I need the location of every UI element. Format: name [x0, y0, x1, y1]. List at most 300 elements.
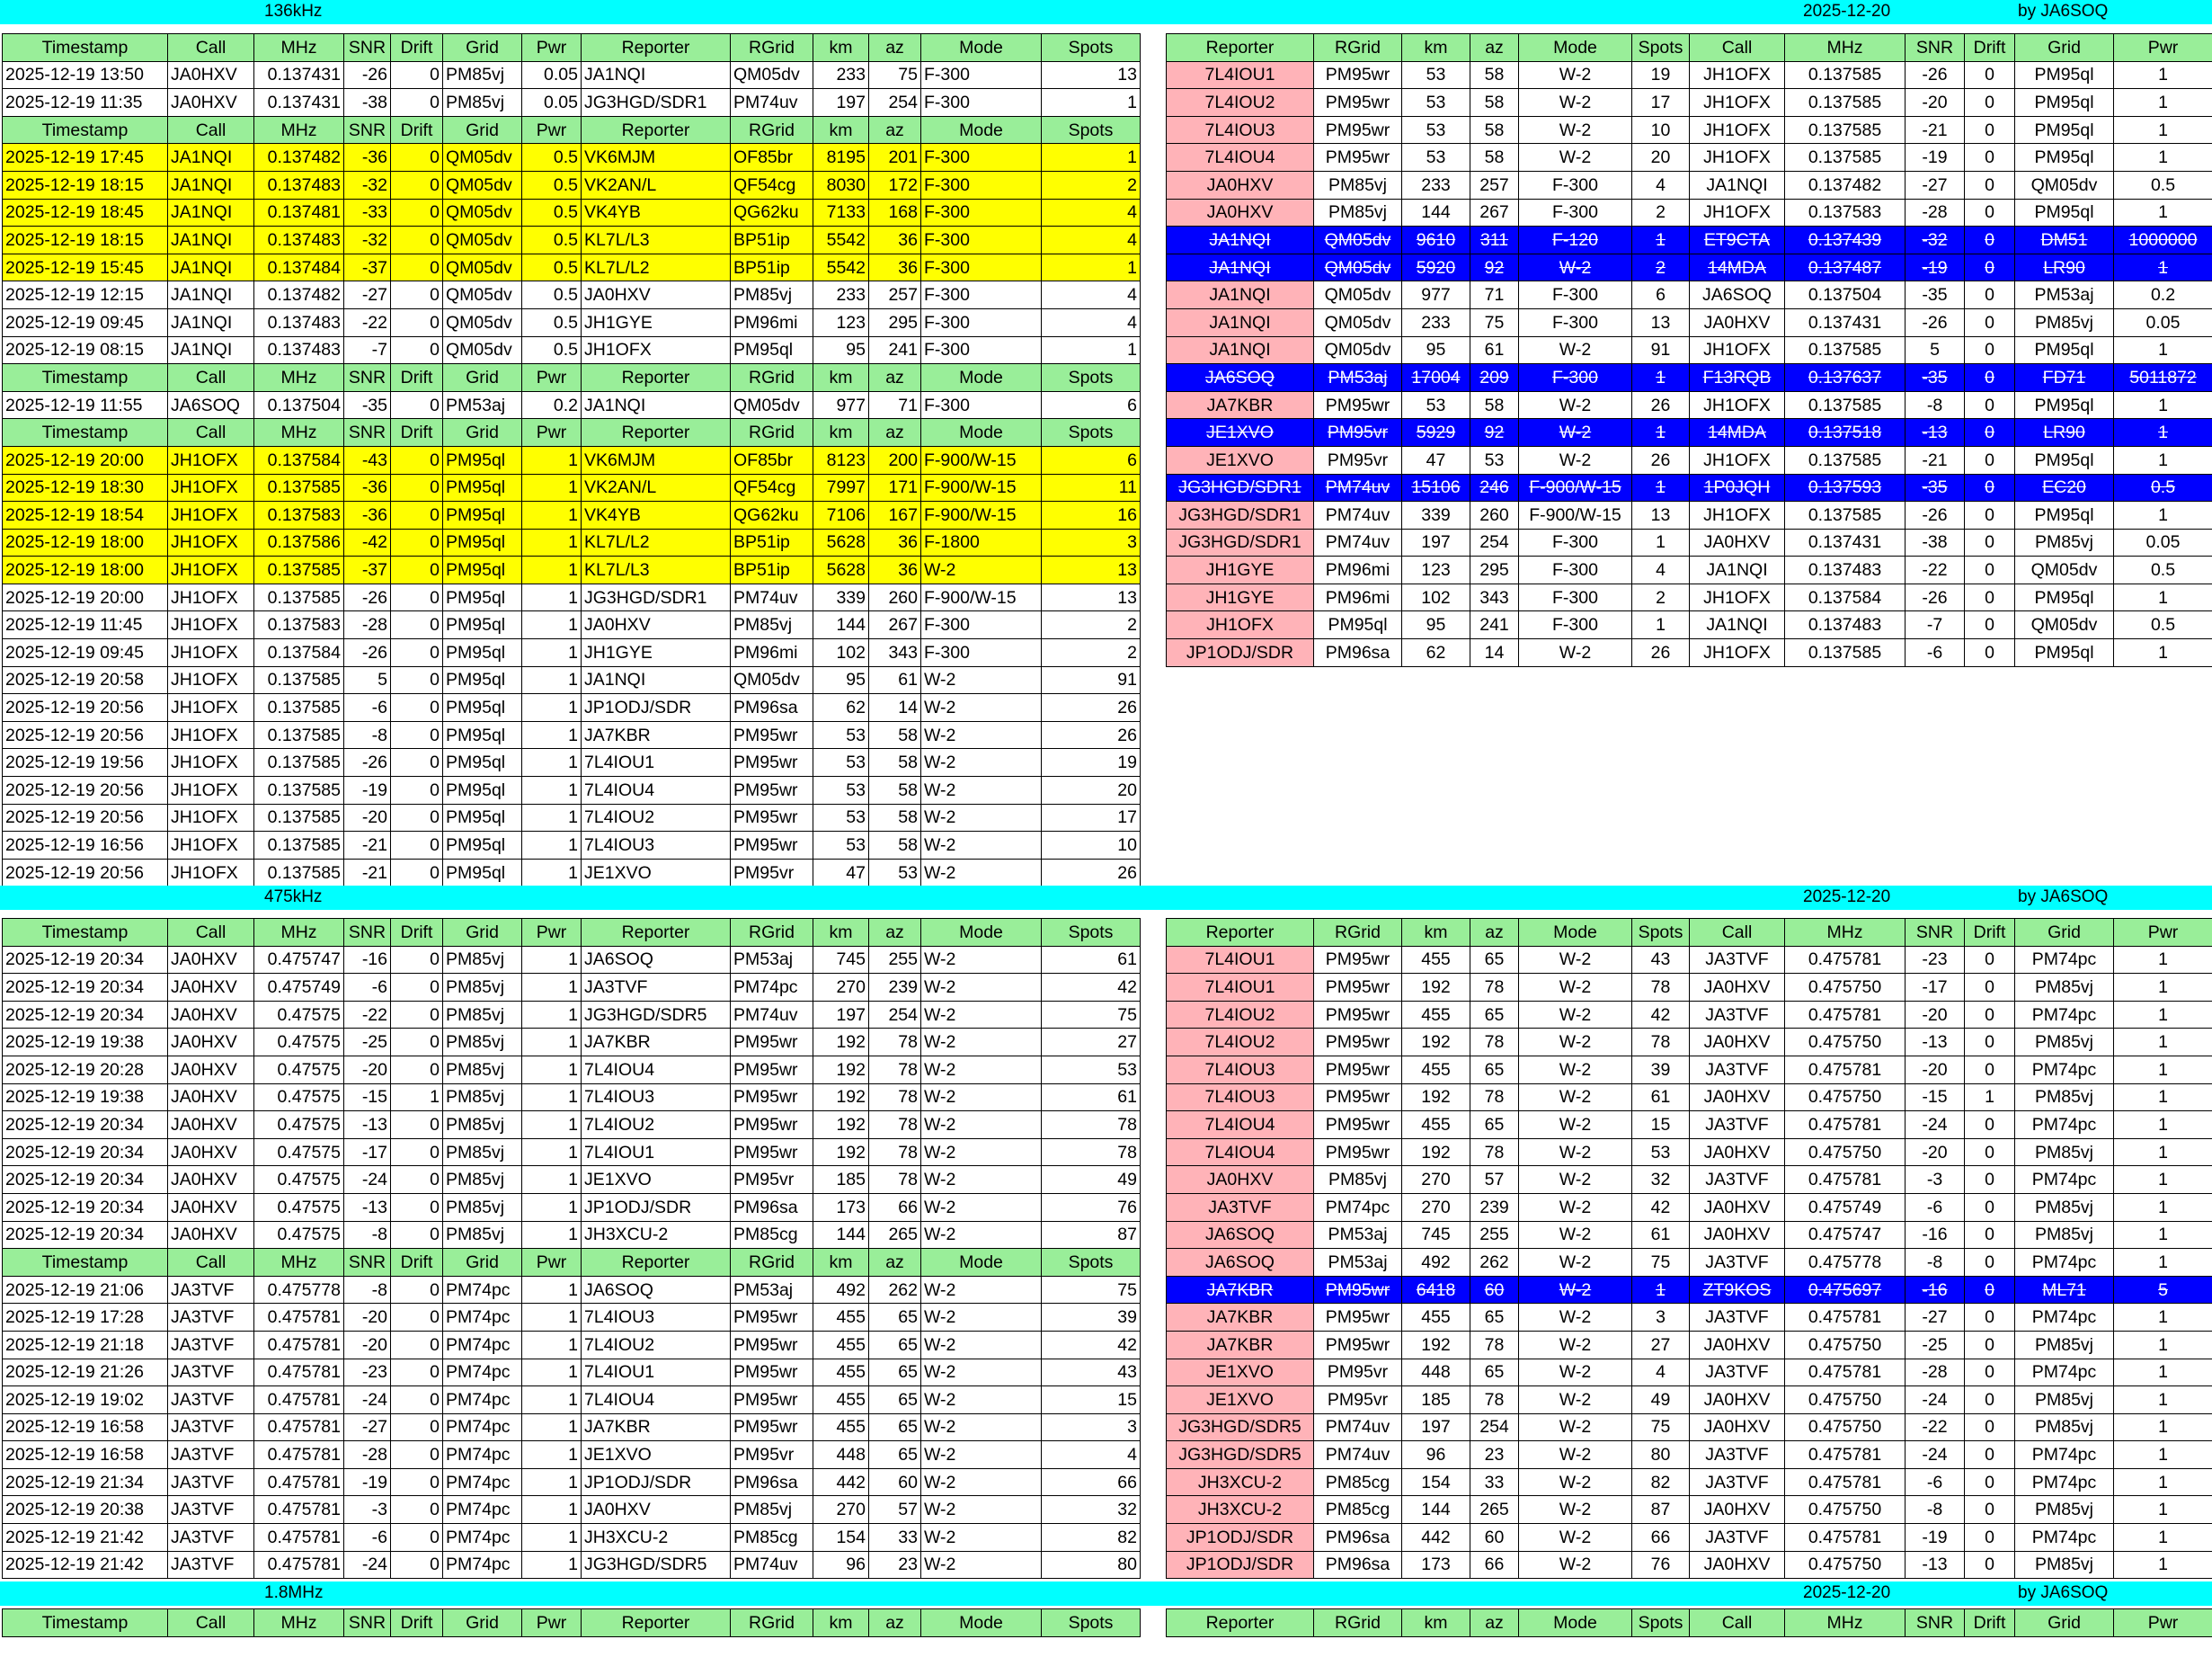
table-cell: PM85vj: [2015, 1221, 2114, 1249]
table-cell: 2025-12-19 20:34: [3, 1193, 168, 1221]
table-cell: 1: [522, 1001, 582, 1029]
table-cell: 0.137585: [1785, 144, 1906, 172]
table-cell: QM05dv: [731, 666, 813, 694]
dx-spot-row: [3, 199, 1141, 227]
table-cell: W-2: [921, 557, 1042, 584]
table-cell: -22: [344, 308, 391, 336]
table-cell: PM74pc: [2015, 1468, 2114, 1496]
table-cell: W-2: [921, 1193, 1042, 1221]
spot-row: [3, 308, 1141, 336]
table-cell: JA0HXV: [1690, 1496, 1785, 1524]
table-cell: JA0HXV: [168, 1166, 254, 1194]
table-cell: -38: [1906, 529, 1965, 557]
table-cell: 339: [813, 584, 869, 611]
spot-row: [3, 1001, 1141, 1029]
table-cell: 43: [1042, 1359, 1141, 1386]
table-cell: JA3TVF: [168, 1386, 254, 1414]
table-cell: 0.137487: [1785, 254, 1906, 281]
table-cell: W-2: [921, 694, 1042, 722]
table-cell: 65: [869, 1359, 921, 1386]
table-cell: PM95wr: [731, 1029, 813, 1056]
table-cell: JH1OFX: [168, 584, 254, 611]
table-cell: F-900/W-15: [1519, 502, 1632, 530]
table-cell: JA6SOQ: [1167, 1249, 1314, 1277]
table-cell: 977: [1402, 281, 1470, 309]
table-cell: 49: [1632, 1386, 1690, 1414]
table-cell: F-300: [1519, 529, 1632, 557]
table-cell: 267: [869, 611, 921, 639]
table-cell: 0.137585: [1785, 446, 1906, 474]
table-cell: 1: [522, 1386, 582, 1414]
column-header: Call: [168, 919, 254, 947]
table-cell: 7L4IOU3: [582, 1083, 731, 1111]
table-cell: 0.137504: [1785, 281, 1906, 309]
table-cell: 0: [391, 974, 443, 1002]
table-cell: W-2: [1519, 1029, 1632, 1056]
table-cell: 1: [522, 1029, 582, 1056]
table-cell: JG3HGD/SDR5: [582, 1551, 731, 1579]
table-cell: JH1OFX: [1690, 61, 1785, 89]
table-cell: W-2: [921, 1331, 1042, 1359]
table-cell: F-900/W-15: [921, 446, 1042, 474]
table-cell: 65: [1470, 1056, 1519, 1083]
table-cell: 1: [2114, 1083, 2212, 1111]
table-cell: F-300: [1519, 308, 1632, 336]
table-cell: -27: [1906, 171, 1965, 199]
table-cell: -32: [1906, 227, 1965, 254]
table-cell: 0: [1965, 1138, 2015, 1166]
tx-table-1-8mhz: [2, 1608, 1141, 1637]
table-cell: PM74pc: [2015, 1524, 2114, 1552]
table-cell: W-2: [921, 749, 1042, 777]
table-cell: -23: [1906, 946, 1965, 974]
table-cell: F-300: [921, 227, 1042, 254]
table-cell: 2025-12-19 17:28: [3, 1304, 168, 1332]
table-cell: -19: [1906, 1524, 1965, 1552]
table-cell: 171: [869, 474, 921, 502]
table-cell: W-2: [1519, 1386, 1632, 1414]
table-cell: F-300: [921, 639, 1042, 667]
table-cell: 65: [869, 1386, 921, 1414]
table-cell: -15: [344, 1083, 391, 1111]
band-bar-136khz: [0, 0, 2212, 24]
table-cell: JP1ODJ/SDR: [582, 694, 731, 722]
table-cell: W-2: [1519, 1496, 1632, 1524]
table-cell: 0.137585: [1785, 116, 1906, 144]
table-cell: JA6SOQ: [582, 1276, 731, 1304]
table-cell: JA6SOQ: [1690, 281, 1785, 309]
table-cell: 4: [1042, 199, 1141, 227]
table-cell: PM74pc: [443, 1276, 522, 1304]
table-cell: 0: [391, 557, 443, 584]
table-cell: JA0HXV: [168, 946, 254, 974]
table-cell: 58: [869, 721, 921, 749]
table-cell: JG3HGD/SDR1: [582, 584, 731, 611]
table-cell: F-900/W-15: [921, 584, 1042, 611]
header-row: [1167, 919, 2212, 947]
table-cell: 4: [1632, 557, 1690, 584]
table-cell: PM74pc: [443, 1304, 522, 1332]
spot-row: [3, 1221, 1141, 1249]
table-cell: 0.137585: [1785, 639, 1906, 667]
column-header: Mode: [1519, 34, 1632, 62]
table-cell: 87: [1632, 1496, 1690, 1524]
column-header: SNR: [344, 919, 391, 947]
report-date: 2025-12-20: [1803, 2, 1891, 21]
table-cell: 1: [1632, 419, 1690, 447]
table-cell: 1: [2114, 946, 2212, 974]
table-cell: W-2: [1519, 1193, 1632, 1221]
table-cell: -8: [1906, 1249, 1965, 1277]
tx-table-475khz: [2, 918, 1141, 1579]
table-cell: PM74pc: [443, 1413, 522, 1441]
table-cell: PM95ql: [2015, 61, 2114, 89]
table-cell: 5628: [813, 557, 869, 584]
table-cell: PM96mi: [731, 639, 813, 667]
table-cell: PM85vj: [443, 1221, 522, 1249]
table-cell: 0: [1965, 419, 2015, 447]
table-cell: W-2: [1519, 1468, 1632, 1496]
table-cell: -13: [344, 1193, 391, 1221]
table-cell: 7L4IOU4: [582, 777, 731, 805]
table-cell: 144: [1402, 1496, 1470, 1524]
table-cell: 58: [869, 804, 921, 832]
spot-row: [3, 584, 1141, 611]
table-cell: 0.05: [2114, 308, 2212, 336]
table-cell: PM53aj: [1314, 1249, 1402, 1277]
table-cell: 1: [522, 1524, 582, 1552]
table-cell: W-2: [921, 1029, 1042, 1056]
spot-row: [3, 721, 1141, 749]
table-cell: PM85vj: [2015, 1083, 2114, 1111]
table-cell: -20: [1906, 1001, 1965, 1029]
table-cell: QG62ku: [731, 199, 813, 227]
table-cell: 15: [1042, 1386, 1141, 1414]
table-cell: JA6SOQ: [1167, 364, 1314, 392]
table-cell: VK4YB: [582, 199, 731, 227]
table-cell: 1: [2114, 974, 2212, 1002]
table-cell: 0.475781: [254, 1413, 344, 1441]
table-cell: 7L4IOU2: [1167, 89, 1314, 117]
table-cell: 0.47575: [254, 1001, 344, 1029]
table-cell: -3: [344, 1496, 391, 1524]
table-cell: W-2: [921, 1276, 1042, 1304]
table-cell: 0.137584: [1785, 584, 1906, 611]
table-cell: -26: [1906, 584, 1965, 611]
table-cell: JH1OFX: [168, 611, 254, 639]
table-cell: W-2: [921, 1111, 1042, 1139]
table-cell: 1: [522, 1166, 582, 1194]
table-cell: 2025-12-19 18:45: [3, 199, 168, 227]
table-cell: PM74pc: [443, 1468, 522, 1496]
column-header: MHz: [1785, 919, 1906, 947]
table-cell: PM85vj: [1314, 1166, 1402, 1194]
report-date: 2025-12-20: [1803, 887, 1891, 906]
table-cell: 61: [1042, 1083, 1141, 1111]
table-cell: 0: [391, 666, 443, 694]
table-cell: F-300: [1519, 281, 1632, 309]
spot-row: [3, 1551, 1141, 1579]
column-header: Drift: [391, 1609, 443, 1637]
table-cell: 0: [1965, 1001, 2015, 1029]
table-cell: 2025-12-19 18:15: [3, 227, 168, 254]
table-cell: 0: [391, 199, 443, 227]
table-cell: 4: [1042, 1441, 1141, 1469]
table-cell: 1: [522, 832, 582, 860]
table-cell: -21: [1906, 446, 1965, 474]
table-cell: PM95wr: [1314, 946, 1402, 974]
table-cell: 442: [1402, 1524, 1470, 1552]
table-cell: 2025-12-19 21:18: [3, 1331, 168, 1359]
table-cell: 260: [1470, 502, 1519, 530]
table-cell: 78: [1470, 1083, 1519, 1111]
column-header: SNR: [1906, 1609, 1965, 1637]
spot-row: [1167, 1138, 2212, 1166]
table-cell: -21: [1906, 116, 1965, 144]
table-cell: 36: [869, 254, 921, 281]
table-cell: -35: [1906, 281, 1965, 309]
table-cell: 75: [1470, 308, 1519, 336]
table-cell: 0: [1965, 1524, 2015, 1552]
table-cell: 7L4IOU1: [1167, 61, 1314, 89]
spot-row: [3, 777, 1141, 805]
table-cell: 0.137584: [254, 639, 344, 667]
table-cell: 1: [2114, 419, 2212, 447]
table-cell: 192: [813, 1056, 869, 1083]
table-cell: 78: [869, 1166, 921, 1194]
table-cell: 61: [869, 666, 921, 694]
column-header: Reporter: [1167, 919, 1314, 947]
table-cell: 1: [522, 859, 582, 887]
table-cell: 1: [2114, 144, 2212, 172]
table-cell: PM95wr: [1314, 144, 1402, 172]
table-cell: 0: [391, 1111, 443, 1139]
table-cell: -13: [1906, 419, 1965, 447]
table-cell: 26: [1042, 859, 1141, 887]
spot-row: [3, 1441, 1141, 1469]
table-cell: -7: [344, 336, 391, 364]
table-cell: JP1ODJ/SDR: [1167, 1551, 1314, 1579]
table-cell: W-2: [1519, 974, 1632, 1002]
table-cell: 200: [869, 446, 921, 474]
table-cell: 0.137483: [1785, 611, 1906, 639]
table-cell: PM95ql: [443, 502, 522, 530]
table-cell: 270: [813, 974, 869, 1002]
column-header: Pwr: [522, 364, 582, 392]
table-cell: JH1OFX: [1690, 89, 1785, 117]
table-cell: 87: [1042, 1221, 1141, 1249]
invalid-spot-row: [1167, 474, 2212, 502]
table-cell: 7L4IOU1: [582, 1359, 731, 1386]
table-cell: 60: [869, 1468, 921, 1496]
table-cell: PM95wr: [1314, 1138, 1402, 1166]
table-cell: 0.137585: [1785, 61, 1906, 89]
table-cell: W-2: [921, 1138, 1042, 1166]
table-cell: -19: [344, 1468, 391, 1496]
table-cell: 2025-12-19 16:56: [3, 832, 168, 860]
table-cell: 0: [391, 529, 443, 557]
table-cell: 2025-12-19 18:15: [3, 171, 168, 199]
table-cell: ZT9KOS: [1690, 1276, 1785, 1304]
spot-row: [3, 61, 1141, 89]
table-cell: 1: [1042, 254, 1141, 281]
table-cell: 192: [1402, 1138, 1470, 1166]
table-cell: -13: [344, 1111, 391, 1139]
table-cell: PM74pc: [2015, 1111, 2114, 1139]
table-cell: 0: [1965, 336, 2015, 364]
table-cell: 58: [1470, 89, 1519, 117]
table-cell: PM95wr: [1314, 1001, 1402, 1029]
table-cell: PM95wr: [731, 777, 813, 805]
table-cell: 1: [522, 1496, 582, 1524]
table-cell: PM95vr: [1314, 1359, 1402, 1386]
table-cell: PM95ql: [443, 611, 522, 639]
table-cell: -24: [344, 1551, 391, 1579]
table-cell: 0: [1965, 639, 2015, 667]
table-cell: 0: [391, 171, 443, 199]
column-header: Drift: [391, 919, 443, 947]
table-cell: QF54cg: [731, 171, 813, 199]
table-cell: 2: [1632, 584, 1690, 611]
table-cell: QM05dv: [443, 308, 522, 336]
table-cell: 1: [522, 974, 582, 1002]
column-header: Grid: [443, 364, 522, 392]
table-cell: -24: [1906, 1386, 1965, 1414]
table-cell: PM95wr: [731, 1083, 813, 1111]
table-cell: PM85cg: [731, 1524, 813, 1552]
table-cell: 0.137431: [1785, 308, 1906, 336]
spot-row: [1167, 584, 2212, 611]
table-cell: 26: [1632, 639, 1690, 667]
table-cell: JA1NQI: [1167, 308, 1314, 336]
table-cell: PM95ql: [2015, 116, 2114, 144]
column-header: Mode: [921, 1609, 1042, 1637]
table-cell: JA3TVF: [1167, 1193, 1314, 1221]
table-cell: 0: [391, 144, 443, 172]
table-cell: JH1OFX: [1167, 611, 1314, 639]
table-cell: 255: [869, 946, 921, 974]
spot-row: [1167, 144, 2212, 172]
table-cell: 0.475781: [254, 1359, 344, 1386]
table-cell: F-900/W-15: [921, 474, 1042, 502]
table-cell: 0: [1965, 199, 2015, 227]
table-cell: 6418: [1402, 1276, 1470, 1304]
table-cell: 0: [1965, 974, 2015, 1002]
table-cell: 0: [1965, 89, 2015, 117]
table-cell: JA0HXV: [1690, 974, 1785, 1002]
table-cell: W-2: [1519, 1083, 1632, 1111]
column-header: MHz: [1785, 34, 1906, 62]
table-cell: 0: [391, 308, 443, 336]
table-cell: 1: [2114, 1441, 2212, 1469]
table-cell: 270: [813, 1496, 869, 1524]
spot-row: [1167, 1468, 2212, 1496]
table-cell: JA3TVF: [1690, 1166, 1785, 1194]
table-cell: 42: [1632, 1193, 1690, 1221]
table-cell: 47: [813, 859, 869, 887]
table-cell: 75: [1042, 1276, 1141, 1304]
table-cell: PM74uv: [1314, 529, 1402, 557]
table-cell: JG3HGD/SDR1: [1167, 529, 1314, 557]
spot-row: [3, 1111, 1141, 1139]
header-row: [3, 34, 1141, 62]
table-cell: -20: [1906, 1138, 1965, 1166]
table-cell: F-300: [921, 171, 1042, 199]
table-cell: W-2: [921, 859, 1042, 887]
table-cell: ML71: [2015, 1276, 2114, 1304]
table-cell: PM85cg: [1314, 1496, 1402, 1524]
spot-row: [3, 1468, 1141, 1496]
column-header: Grid: [443, 34, 522, 62]
table-cell: PM85cg: [1314, 1468, 1402, 1496]
table-cell: JH1OFX: [1690, 502, 1785, 530]
table-cell: 53: [1402, 89, 1470, 117]
table-cell: JA0HXV: [1690, 1331, 1785, 1359]
column-header: Timestamp: [3, 34, 168, 62]
table-cell: 65: [1470, 1304, 1519, 1332]
table-cell: 0: [1965, 1221, 2015, 1249]
table-cell: 0.47575: [254, 1138, 344, 1166]
table-cell: 53: [1402, 144, 1470, 172]
table-cell: QM05dv: [1314, 281, 1402, 309]
table-cell: 0.475750: [1785, 1083, 1906, 1111]
table-cell: 1: [522, 1413, 582, 1441]
table-cell: 2025-12-19 21:42: [3, 1551, 168, 1579]
table-cell: 977: [813, 391, 869, 419]
table-cell: 7L4IOU4: [1167, 144, 1314, 172]
table-cell: 13: [1042, 584, 1141, 611]
band-bar-1-8mhz: [0, 1581, 2212, 1606]
table-cell: F-300: [1519, 364, 1632, 392]
table-cell: 1: [522, 474, 582, 502]
table-cell: 7133: [813, 199, 869, 227]
table-cell: 95: [813, 336, 869, 364]
table-cell: 2025-12-19 20:56: [3, 804, 168, 832]
table-cell: -27: [344, 1413, 391, 1441]
table-cell: -20: [344, 1304, 391, 1332]
table-cell: PM95ql: [443, 639, 522, 667]
table-cell: PM95vr: [1314, 446, 1402, 474]
spot-row: [3, 832, 1141, 860]
table-cell: 27: [1042, 1029, 1141, 1056]
column-header: MHz: [254, 364, 344, 392]
table-cell: VK2AN/L: [582, 171, 731, 199]
spot-row: [1167, 89, 2212, 117]
table-cell: JA6SOQ: [1167, 1221, 1314, 1249]
table-cell: 455: [1402, 1056, 1470, 1083]
table-cell: 0.137585: [1785, 391, 1906, 419]
table-cell: 0.2: [522, 391, 582, 419]
table-cell: 2025-12-19 20:34: [3, 946, 168, 974]
table-cell: BP51ip: [731, 557, 813, 584]
spot-row: [1167, 1524, 2212, 1552]
tx-table-136khz: [2, 33, 1141, 887]
table-cell: -19: [1906, 144, 1965, 172]
rx-table-475khz: [1166, 918, 2212, 1579]
table-cell: PM95ql: [443, 859, 522, 887]
column-header: Drift: [391, 116, 443, 144]
table-cell: 7L4IOU2: [1167, 1001, 1314, 1029]
table-cell: 0: [391, 749, 443, 777]
table-cell: 0: [1965, 1496, 2015, 1524]
table-cell: F-300: [921, 336, 1042, 364]
table-cell: 455: [813, 1331, 869, 1359]
table-cell: PM85vj: [2015, 1331, 2114, 1359]
table-cell: 0: [391, 584, 443, 611]
table-cell: JA1NQI: [168, 144, 254, 172]
table-cell: PM74pc: [2015, 1001, 2114, 1029]
column-header: Grid: [443, 1249, 522, 1277]
